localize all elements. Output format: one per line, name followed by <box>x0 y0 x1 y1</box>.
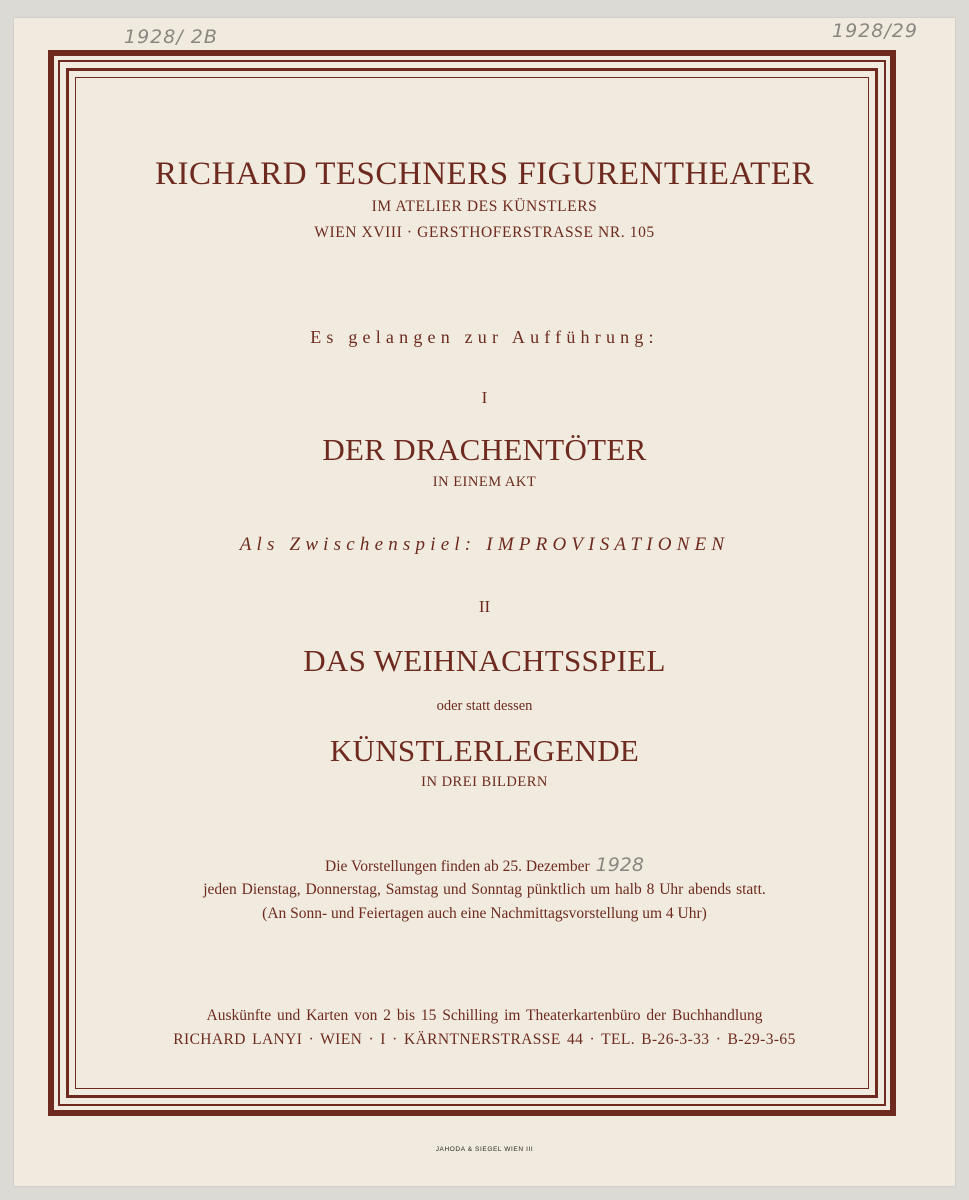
poster-title: RICHARD TESCHNERS FIGURENTHEATER <box>155 156 814 192</box>
address-line: WIEN XVIII · GERSTHOFERSTRASSE NR. 105 <box>314 224 655 241</box>
part-3-title: KÜNSTLERLEGENDE <box>329 733 640 768</box>
schedule-line-1 <box>0 854 969 876</box>
part-2-title: DAS WEIHNACHTSSPIEL <box>303 643 666 678</box>
pencil-annotation-top-left: 1928/ 2B <box>124 26 218 48</box>
schedule-line-3: (An Sonn- und Feiertagen auch eine Nachmittagsvorstellung um 4 Uhr) <box>262 905 707 922</box>
part-1-note: IN EINEM AKT <box>432 474 537 490</box>
tickets-line-1: Auskünfte und Karten von 2 bis 15 Schilling im Theaterkartenbüro der Buchhandlung <box>206 1007 763 1024</box>
schedule-start-text: Die Vorstellungen finden ab 25. Dezember <box>325 858 590 875</box>
pencil-annotation-top-right: 1928/29 <box>832 20 918 42</box>
pencil-date-annotation: 1928 <box>595 854 644 876</box>
interlude-line: Als Zwischenspiel: IMPROVISATIONEN <box>239 534 730 555</box>
schedule-line-2: jeden Dienstag, Donnerstag, Samstag und Sonntag pünktlich um halb 8 Uhr abends statt. <box>203 881 766 898</box>
part-3-note: IN DREI BILDERN <box>421 774 548 790</box>
part-2-numeral: II <box>478 597 491 616</box>
alternative-note: oder statt dessen <box>436 698 533 714</box>
tickets-line-2: RICHARD LANYI · WIEN · I · KÄRNTNERSTRASSE 44 · TEL. B-26-3-33 · B-29-3-65 <box>173 1031 796 1048</box>
part-1-numeral: I <box>481 388 488 407</box>
venue-line: IM ATELIER DES KÜNSTLERS <box>371 198 598 215</box>
printer-imprint: JAHODA & SIEGEL WIEN III <box>435 1146 534 1153</box>
program-intro: Es gelangen zur Aufführung: <box>310 327 659 347</box>
part-1-title: DER DRACHENTÖTER <box>322 432 647 467</box>
